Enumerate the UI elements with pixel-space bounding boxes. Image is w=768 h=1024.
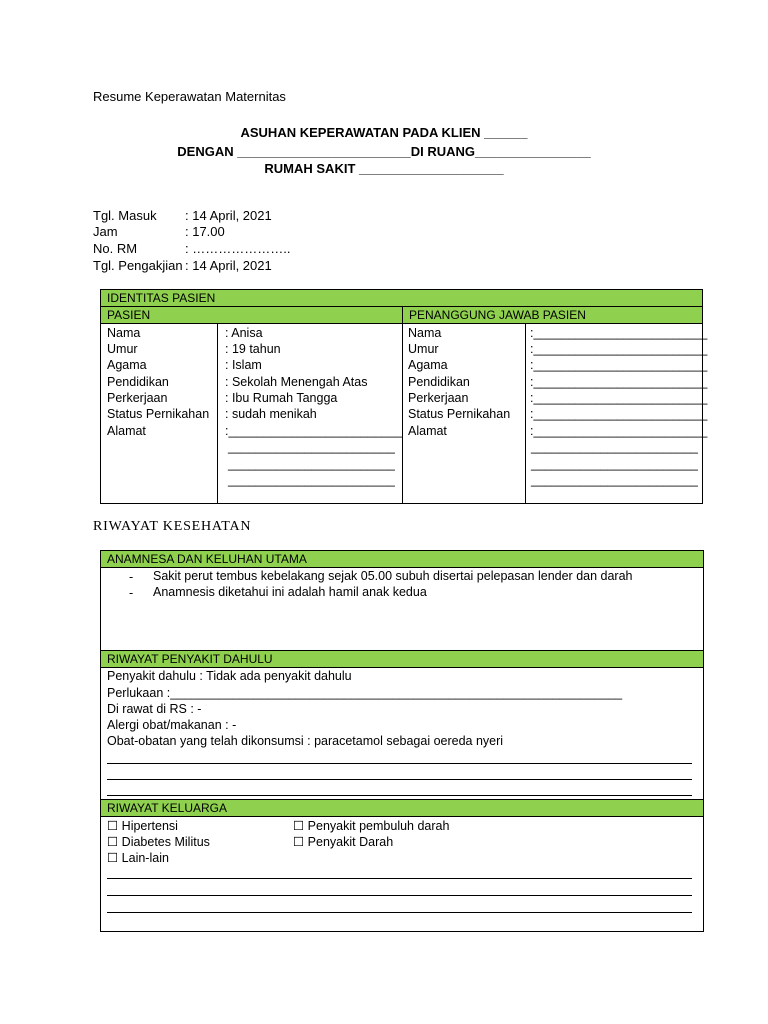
- identity-heading: IDENTITAS PASIEN: [101, 290, 702, 307]
- identity-table: [100, 289, 708, 504]
- past-illness-line: Alergi obat/makanan : -: [107, 718, 237, 732]
- header-line-2: DENGAN ________________________DI RUANG________________: [177, 144, 591, 159]
- blank-line: [107, 895, 692, 896]
- past-illness-line: Penyakit dahulu : Tidak ada penyakit dahulu: [107, 669, 352, 683]
- patient-column-divider: [217, 324, 218, 503]
- patient-label: Umur: [107, 342, 138, 356]
- patient-label: Nama: [107, 326, 141, 340]
- guardian-value: :_________________________: [530, 375, 708, 389]
- checkbox-option[interactable]: ☐ Penyakit pembuluh darah: [293, 819, 450, 833]
- guardian-label: Nama: [408, 326, 442, 340]
- blank-line: [107, 763, 692, 764]
- checkbox-option[interactable]: ☐ Diabetes Militus: [107, 835, 210, 849]
- guardian-value: :_________________________: [530, 424, 708, 438]
- header-line-1: ASUHAN KEPERAWATAN PADA KLIEN ______: [240, 125, 528, 140]
- header-line-3: RUMAH SAKIT ____________________: [264, 161, 504, 176]
- blank-line: [107, 779, 692, 780]
- patient-value: : 19 tahun: [225, 342, 281, 356]
- patient-heading: PASIEN: [101, 307, 402, 324]
- guardian-value: :_________________________: [530, 342, 708, 356]
- guardian-label: Umur: [408, 342, 439, 356]
- anamnesis-item: Anamnesis diketahui ini adalah hamil anak kedua: [153, 585, 427, 599]
- center-divider: [402, 324, 403, 503]
- guardian-value: :_________________________: [530, 358, 708, 372]
- blank-line: [107, 795, 692, 796]
- document-title: Resume Keperawatan Maternitas: [93, 89, 286, 104]
- guardian-heading: PENANGGUNG JAWAB PASIEN: [402, 307, 702, 324]
- patient-address-line: ________________________: [228, 440, 395, 454]
- anamnesis-item: Sakit perut tembus kebelakang sejak 05.00 subuh disertai pelepasan lender dan darah: [153, 569, 633, 583]
- meta-label-admission-date: Tgl. Masuk: [93, 208, 157, 223]
- health-history-table: [100, 550, 704, 932]
- blank-line: [107, 912, 692, 913]
- patient-address-line: ________________________: [228, 457, 395, 471]
- past-illness-heading: RIWAYAT PENYAKIT DAHULU: [101, 650, 703, 668]
- patient-label: Alamat: [107, 424, 146, 438]
- patient-value: : Sekolah Menengah Atas: [225, 375, 368, 389]
- guardian-value: :_________________________: [530, 326, 708, 340]
- past-illness-line: Obat-obatan yang telah dikonsumsi : paracetamol sebagai oereda nyeri: [107, 734, 504, 748]
- patient-value: : Ibu Rumah Tangga: [225, 391, 338, 405]
- guardian-label: Alamat: [408, 424, 447, 438]
- meta-label-assessment-date: Tgl. Pengakjian: [93, 258, 183, 273]
- patient-label: Pendidikan: [107, 375, 169, 389]
- patient-value: :_________________________: [225, 424, 403, 438]
- meta-label-record-number: No. RM: [93, 241, 138, 256]
- guardian-address-line: ________________________: [531, 473, 698, 487]
- health-history-heading: RIWAYAT KESEHATAN: [93, 519, 252, 534]
- past-illness-line: Perlukaan :_________________________________________________________________: [107, 686, 623, 700]
- checkbox-option[interactable]: ☐ Hipertensi: [107, 819, 178, 833]
- meta-value-record-number: : …………………..: [185, 241, 291, 256]
- meta-label-time: Jam: [93, 224, 118, 239]
- checkbox-option[interactable]: ☐ Lain-lain: [107, 851, 169, 865]
- guardian-column-divider: [525, 324, 526, 503]
- patient-value: : Anisa: [225, 326, 263, 340]
- blank-line: [107, 878, 692, 879]
- anamnesis-heading: ANAMNESA DAN KELUHAN UTAMA: [101, 551, 703, 568]
- meta-value-admission-date: : 14 April, 2021: [185, 208, 272, 223]
- guardian-label: Perkerjaan: [408, 391, 469, 405]
- guardian-address-line: ________________________: [531, 457, 698, 471]
- past-illness-line: Di rawat di RS : -: [107, 702, 202, 716]
- patient-label: Agama: [107, 358, 147, 372]
- bullet-dash: -: [129, 570, 134, 584]
- guardian-value: :_________________________: [530, 391, 708, 405]
- patient-label: Perkerjaan: [107, 391, 168, 405]
- guardian-address-line: ________________________: [531, 440, 698, 454]
- guardian-value: :_________________________: [530, 407, 708, 421]
- guardian-label: Pendidikan: [408, 375, 470, 389]
- guardian-label: Status Pernikahan: [408, 407, 511, 421]
- family-history-heading: RIWAYAT KELUARGA: [101, 799, 703, 817]
- patient-value: : Islam: [225, 358, 262, 372]
- meta-value-time: : 17.00: [185, 224, 225, 239]
- patient-address-line: ________________________: [228, 473, 395, 487]
- checkbox-option[interactable]: ☐ Penyakit Darah: [293, 835, 394, 849]
- bullet-dash: -: [129, 586, 134, 600]
- meta-value-assessment-date: : 14 April, 2021: [185, 258, 272, 273]
- patient-label: Status Pernikahan: [107, 407, 210, 421]
- patient-value: : sudah menikah: [225, 407, 317, 421]
- guardian-label: Agama: [408, 358, 448, 372]
